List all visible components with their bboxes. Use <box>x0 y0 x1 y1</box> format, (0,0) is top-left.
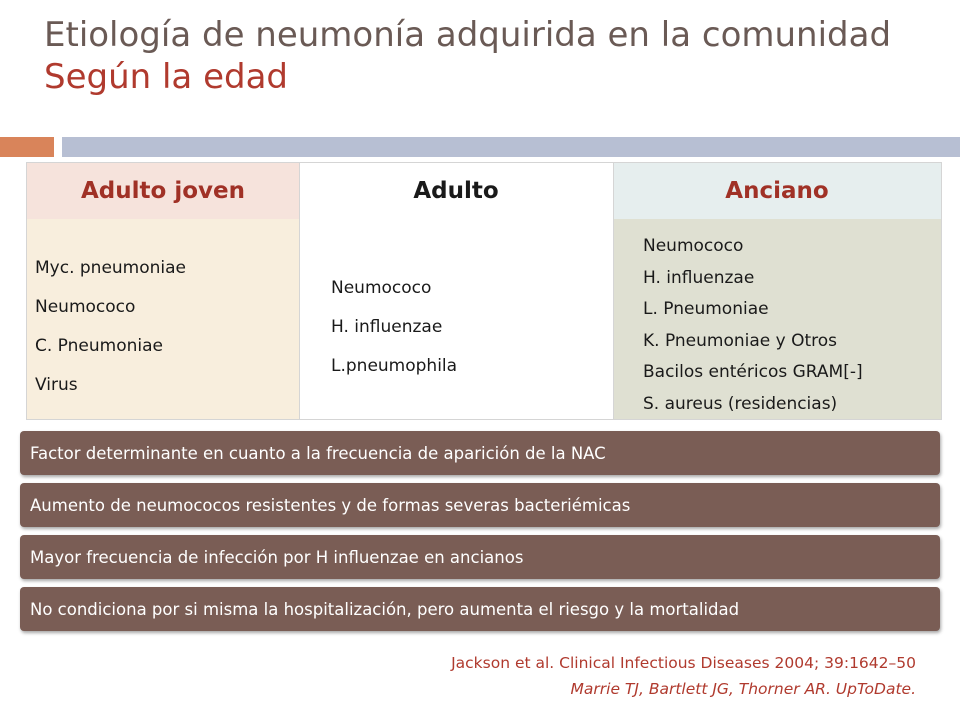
list-item: H. influenzae <box>331 317 443 337</box>
header-adulto: Adulto <box>299 163 613 219</box>
list-item: Bacilos entéricos GRAM[-] <box>643 362 863 382</box>
reference-marrie: Marrie TJ, Bartlett JG, Thorner AR. UpToDate. <box>570 680 916 698</box>
title-main: Etiología de neumonía adquirida en la comunidad <box>44 15 892 55</box>
slide-title <box>44 14 944 98</box>
list-item: Neumococo <box>35 297 136 317</box>
column-adulto <box>299 163 613 419</box>
header-adulto-joven: Adulto joven <box>27 163 299 219</box>
list-item: S. aureus (residencias) <box>643 393 838 414</box>
cell-anciano <box>613 219 941 419</box>
bullet-bars <box>20 431 940 639</box>
list-item: Virus <box>35 375 78 395</box>
list-item: Neumococo <box>331 278 432 298</box>
reference-jackson: Jackson et al. Clinical Infectious Diseases 2004; 39:1642–50 <box>451 654 916 672</box>
bullet-bar: Aumento de neumococos resistentes y de formas severas bacteriémicas <box>20 483 940 527</box>
list-item: Neumococo <box>643 236 744 256</box>
list-item: K. Pneumoniae y Otros <box>643 330 838 351</box>
cell-adulto <box>299 219 613 419</box>
header-anciano: Anciano <box>613 163 941 219</box>
column-anciano <box>613 163 941 419</box>
list-item: Myc. pneumoniae <box>35 258 187 278</box>
accent-bar-gray <box>62 137 960 157</box>
list-item: C. Pneumoniae <box>35 336 163 356</box>
accent-bar-orange <box>0 137 54 157</box>
column-adulto-joven <box>27 163 299 419</box>
bullet-bar: Factor determinante en cuanto a la frecuencia de aparición de la NAC <box>20 431 940 475</box>
cell-adulto-joven <box>27 219 299 419</box>
list-item: H. influenzae <box>643 267 755 288</box>
etiology-table <box>26 162 942 420</box>
column-divider <box>613 163 614 419</box>
list-item: L.pneumophila <box>331 356 458 376</box>
column-divider <box>299 163 300 419</box>
bullet-bar: No condiciona por si misma la hospitalización, pero aumenta el riesgo y la mortalidad <box>20 587 940 631</box>
bullet-bar: Mayor frecuencia de infección por H influenzae en ancianos <box>20 535 940 579</box>
title-subtitle: Según la edad <box>44 57 288 97</box>
list-item: L. Pneumoniae <box>643 299 769 319</box>
